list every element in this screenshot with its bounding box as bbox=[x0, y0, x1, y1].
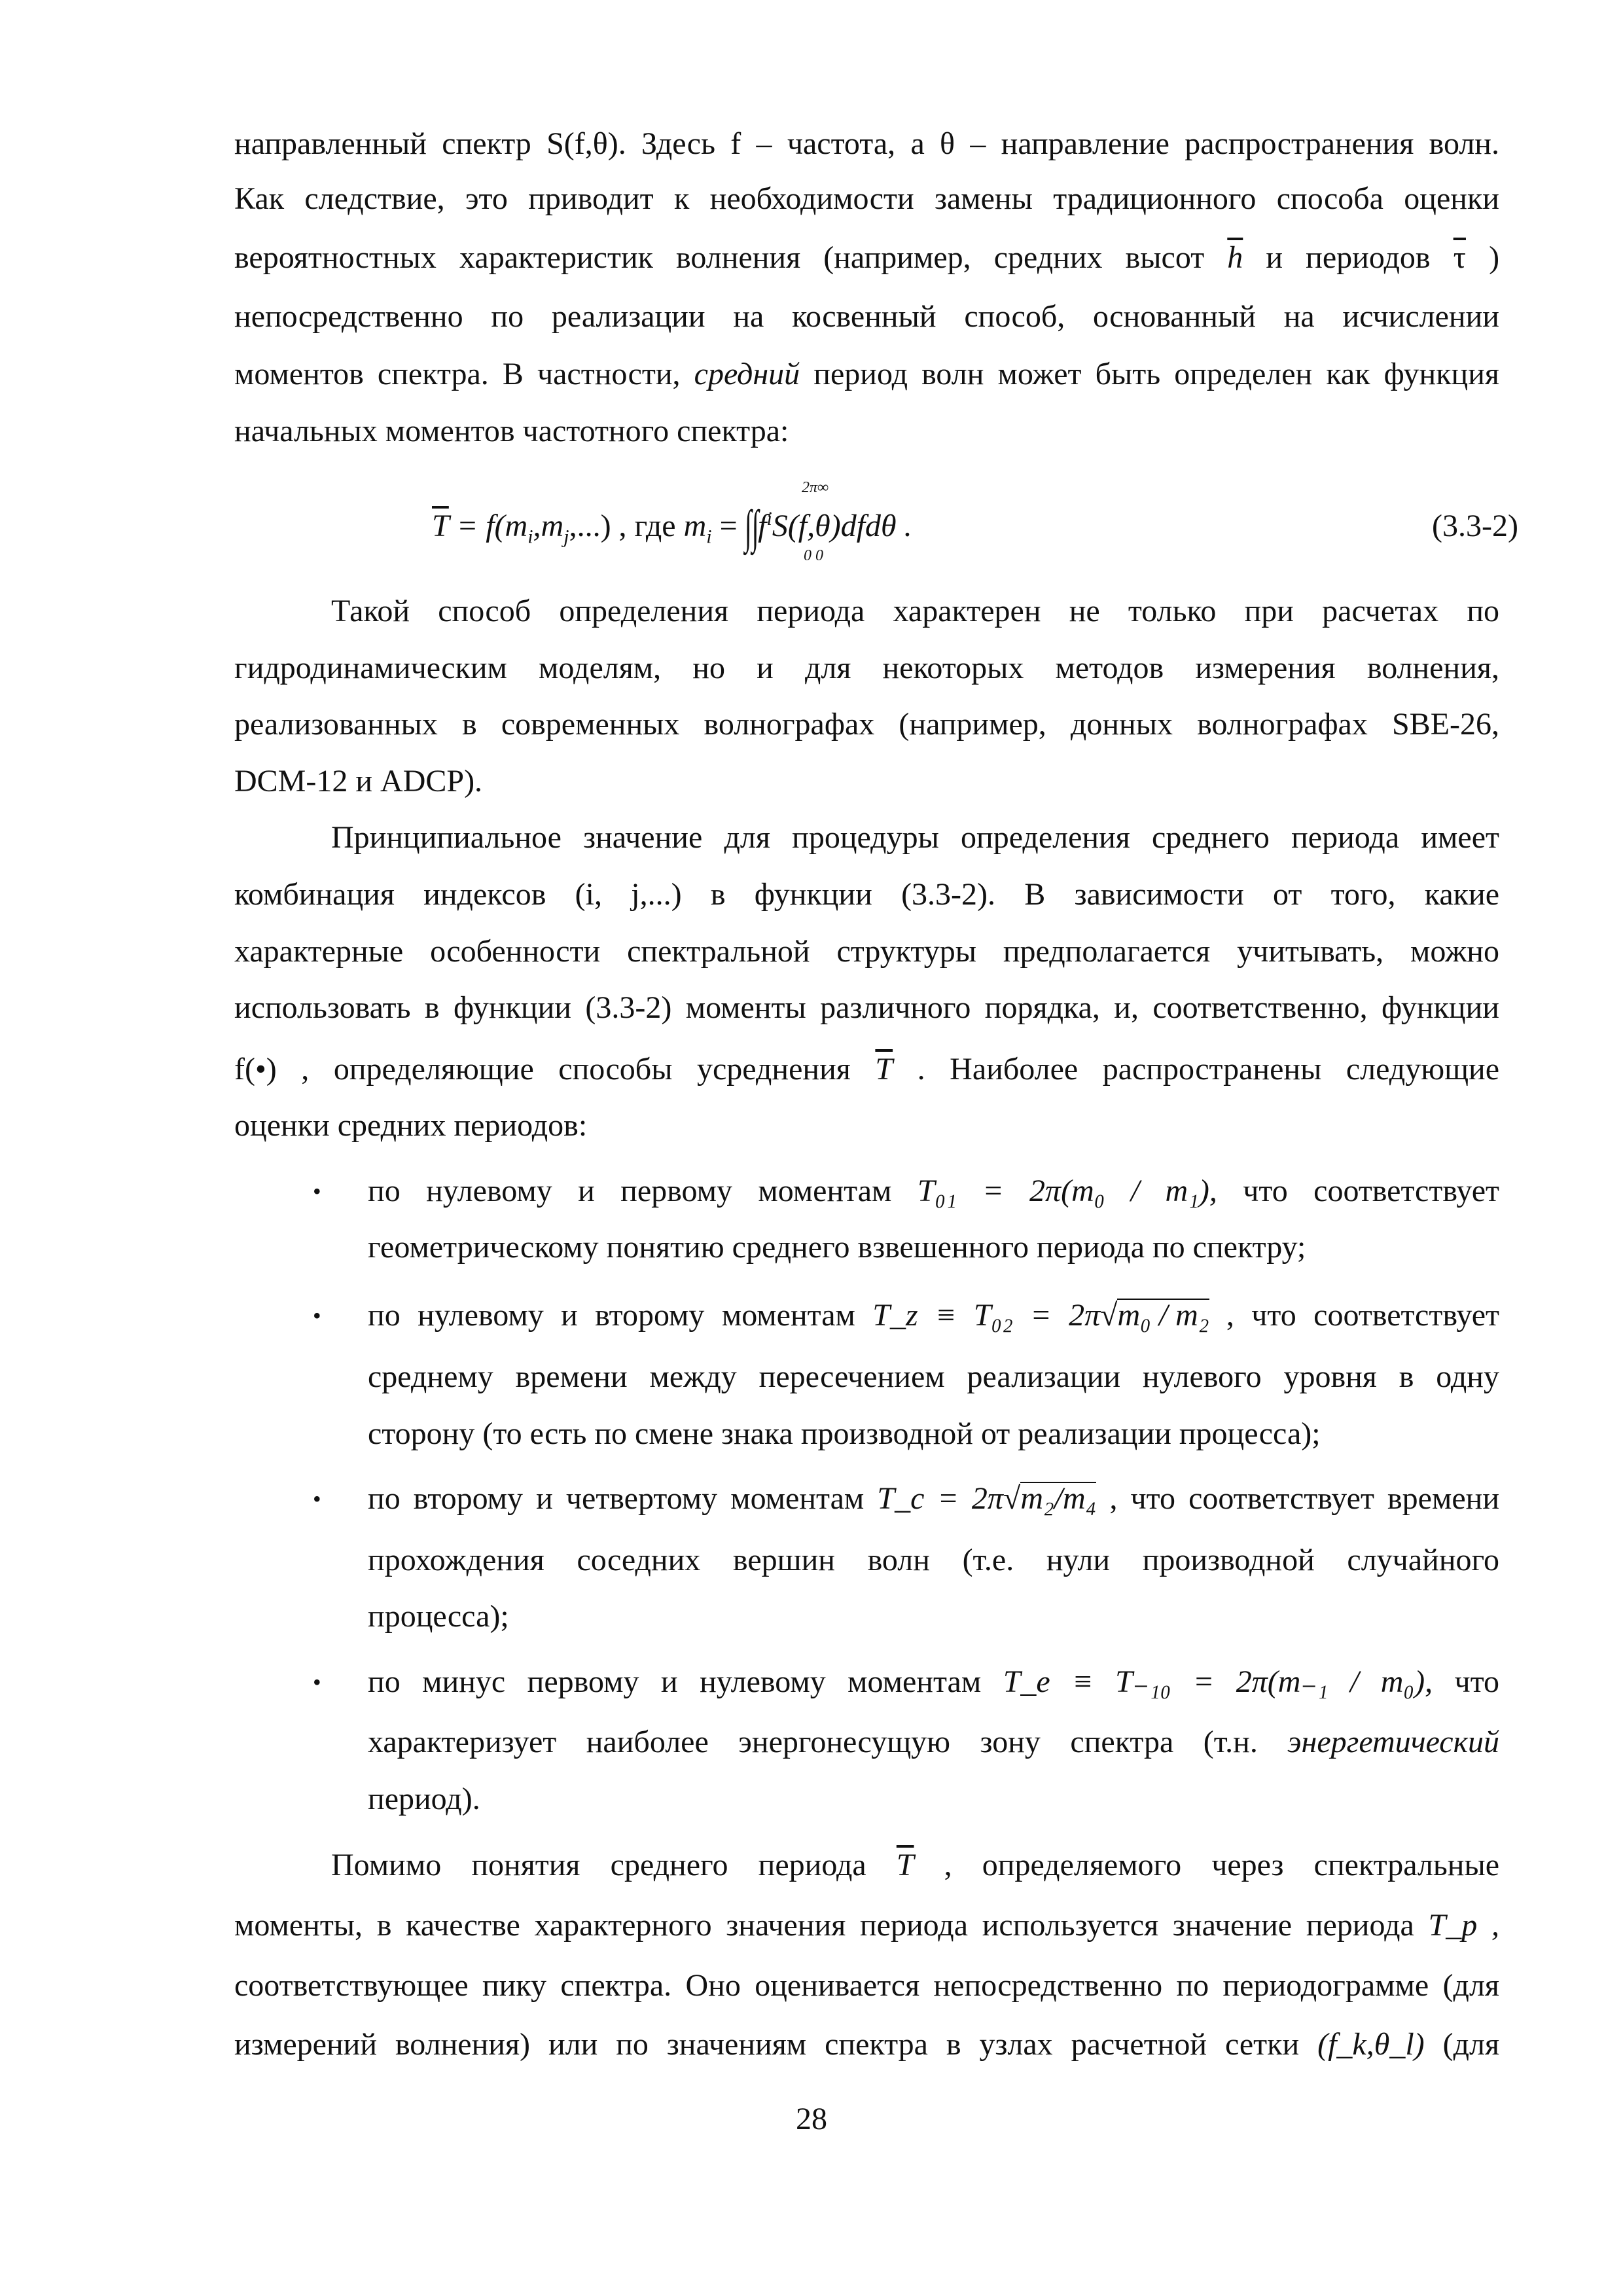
line-text: Принципиальное значение для процедуры определения среднего периода имеет bbox=[331, 820, 1499, 855]
bullet-icon: • bbox=[313, 1178, 321, 1204]
bullet-icon: • bbox=[313, 1302, 321, 1329]
text-line bbox=[368, 1225, 1499, 1270]
formula-sub: j bbox=[563, 526, 569, 548]
line-text: сторону (то есть по смене знака производной от реализации процесса); bbox=[368, 1416, 1321, 1451]
line-text: по нулевому и второму моментам bbox=[368, 1298, 855, 1333]
italic-term: энергетический bbox=[1287, 1725, 1500, 1759]
text-line bbox=[368, 1777, 1499, 1821]
text-line bbox=[234, 122, 1499, 166]
line-text: что соответствует bbox=[1243, 1174, 1500, 1208]
text-line bbox=[368, 1594, 1499, 1639]
line-text: f(•) , определяющие способы усреднения bbox=[234, 1052, 851, 1086]
line-text: , определяемого через спектральные bbox=[944, 1848, 1500, 1882]
text-line bbox=[368, 1720, 1499, 1765]
line-text: характеризует наиболее энергонесущую зону спектра (т.н. bbox=[368, 1725, 1258, 1759]
text-line bbox=[368, 1477, 1499, 1521]
line-text: период волн может быть определен как функция bbox=[813, 357, 1500, 391]
formula-3-3-2 bbox=[432, 476, 1518, 568]
line-text: . Наиболее распространены следующие bbox=[917, 1052, 1500, 1086]
page-number: 28 bbox=[796, 2102, 827, 2136]
line-text: использовать в функции (3.3-2) моменты различного порядка, и, соответственно, функции bbox=[234, 990, 1499, 1025]
line-text: начальных моментов частотного спектра: bbox=[234, 414, 789, 448]
text-line bbox=[234, 986, 1499, 1030]
line-text: моменты, в качестве характерного значения периода используется значение периода bbox=[234, 1908, 1414, 1943]
formula-part: f bbox=[758, 509, 767, 543]
line-text: реализованных в современных волнографах (например, донных волнографах SBE-26, bbox=[234, 707, 1499, 742]
line-text: измерений волнения) или по значениям спектра в узлах расчетной сетки bbox=[234, 2027, 1300, 2062]
inline-formula: (f_k,θ_l) bbox=[1317, 2027, 1425, 2062]
integral-upper-limits: 2π∞ bbox=[802, 479, 829, 496]
formula-body bbox=[432, 501, 912, 553]
line-text: оценки средних периодов: bbox=[234, 1108, 588, 1143]
bullet-icon: • bbox=[313, 1669, 321, 1695]
text-line bbox=[234, 1047, 1499, 1092]
sqrt-argument: m₀ / m₂ bbox=[1117, 1298, 1209, 1333]
italic-term: средний bbox=[694, 357, 800, 391]
line-text: комбинация индексов (i, j,...) в функции (3.3-2). В зависимости от того, какие bbox=[234, 877, 1499, 912]
text-line bbox=[368, 1169, 1499, 1213]
text-line bbox=[234, 295, 1499, 339]
text-line bbox=[331, 816, 1499, 860]
line-text: ) bbox=[1489, 240, 1500, 275]
bullet-icon: • bbox=[313, 1486, 321, 1512]
line-text: гидродинамическим моделям, но и для некоторых методов измерения волнения, bbox=[234, 651, 1499, 685]
mean-period-symbol: $\overline{T}$ bbox=[896, 1848, 914, 1882]
line-text: по второму и четвертому моментам bbox=[368, 1481, 865, 1516]
line-text: Такой способ определения периода характерен не только при расчетах по bbox=[331, 594, 1499, 628]
formula-part: T_c = 2π√ bbox=[877, 1481, 1021, 1516]
double-integral-icon: ∫∫ bbox=[744, 501, 759, 553]
text-line bbox=[234, 759, 1499, 804]
text-line bbox=[368, 1412, 1499, 1456]
equation-number: (3.3-2) bbox=[1432, 509, 1518, 543]
line-text: Как следствие, это приводит к необходимости замены традиционного способа оценки bbox=[234, 181, 1499, 216]
line-text: и периодов bbox=[1266, 240, 1431, 275]
text-line bbox=[234, 872, 1499, 917]
text-line bbox=[234, 1903, 1499, 1948]
text-line bbox=[234, 1964, 1499, 2008]
text-line bbox=[368, 1660, 1499, 1704]
line-text: Помимо понятия среднего периода bbox=[331, 1848, 866, 1882]
line-text: период). bbox=[368, 1782, 480, 1816]
inline-formula: T_p , bbox=[1428, 1908, 1499, 1943]
inline-formula: T_e ≡ T₋₁₀ = 2π(m₋₁ / m₀), bbox=[1003, 1664, 1433, 1699]
inline-formula bbox=[872, 1298, 1209, 1333]
text-line bbox=[234, 236, 1499, 280]
inline-formula bbox=[877, 1481, 1096, 1516]
line-text: по нулевому и первому моментам bbox=[368, 1174, 892, 1208]
formula-part: = f(m bbox=[448, 509, 528, 543]
sqrt-argument: m₂/m₄ bbox=[1020, 1481, 1097, 1516]
text-line bbox=[368, 1293, 1499, 1338]
line-text: направленный спектр S(f,θ). Здесь f – частота, а θ – направление распространения волн. bbox=[234, 126, 1499, 161]
line-text: характерные особенности спектральной структуры предполагается учитывать, можно bbox=[234, 934, 1499, 969]
text-line bbox=[368, 1355, 1499, 1399]
mean-period-symbol: $\overline{T}$ bbox=[875, 1052, 893, 1086]
formula-symbol: m bbox=[683, 509, 707, 543]
formula-sub: i bbox=[706, 526, 712, 548]
formula-part: = bbox=[711, 509, 745, 543]
formula-sub: i bbox=[527, 526, 533, 548]
line-text: (для bbox=[1442, 2027, 1500, 2062]
text-line bbox=[234, 646, 1499, 691]
inline-formula: T₀₁ = 2π(m₀ / m₁), bbox=[917, 1174, 1217, 1208]
formula-part: T_z ≡ T₀₂ = 2π√ bbox=[872, 1298, 1118, 1333]
line-text: вероятностных характеристик волнения (например, средних высот bbox=[234, 240, 1205, 275]
text-line bbox=[234, 177, 1499, 221]
line-text: процесса); bbox=[368, 1599, 509, 1634]
line-text: по минус первому и нулевому моментам bbox=[368, 1664, 982, 1699]
text-line bbox=[331, 1843, 1499, 1888]
text-line bbox=[331, 589, 1499, 634]
text-line bbox=[234, 409, 1499, 454]
text-line bbox=[234, 1103, 1499, 1148]
line-text: соответствующее пику спектра. Оно оценивается непосредственно по периодограмме (для bbox=[234, 1968, 1499, 2003]
formula-sup: i bbox=[766, 508, 772, 529]
formula-part: ,m bbox=[533, 509, 564, 543]
line-text: геометрическому понятию среднего взвешенного периода по спектру; bbox=[368, 1230, 1306, 1265]
mean-height-symbol: $\overline{h}$ bbox=[1227, 240, 1243, 275]
text-line bbox=[234, 352, 1499, 397]
line-text: прохождения соседних вершин волн (т.е. нули производной случайного bbox=[368, 1543, 1499, 1577]
line-text: , что соответствует bbox=[1226, 1298, 1500, 1333]
mean-period-symbol: $\overline{\tau}$ bbox=[1453, 240, 1466, 275]
formula-part: S(f,θ)dfdθ . bbox=[772, 509, 912, 543]
line-text: моментов спектра. В частности, bbox=[234, 357, 681, 391]
text-line bbox=[234, 2022, 1499, 2067]
text-line bbox=[234, 929, 1499, 974]
text-line bbox=[234, 702, 1499, 747]
line-text: что bbox=[1454, 1664, 1500, 1699]
line-text: , что соответствует времени bbox=[1109, 1481, 1500, 1516]
formula-part: ,...) , где bbox=[569, 509, 684, 543]
formula-symbol: $\overline{T}$ bbox=[432, 509, 449, 543]
integral-lower-limits: 0 0 bbox=[804, 547, 823, 564]
line-text: DCM-12 и ADCP). bbox=[234, 764, 483, 798]
text-line bbox=[368, 1538, 1499, 1583]
line-text: среднему времени между пересечением реализации нулевого уровня в одну bbox=[368, 1359, 1499, 1394]
line-text: непосредственно по реализации на косвенный способ, основанный на исчислении bbox=[234, 299, 1499, 334]
